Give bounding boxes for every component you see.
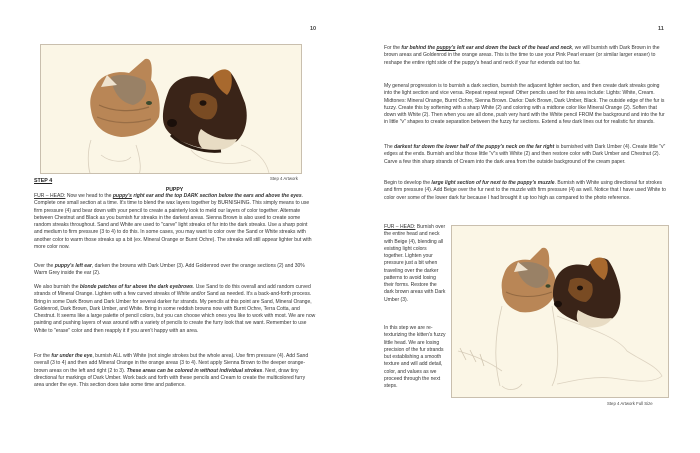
step4-artwork-image [40,44,302,174]
page-number: 11 [658,26,664,32]
text: We also burnish the [34,284,80,290]
page-11 [350,0,700,453]
text: . Burnish with White using directional fur strokes and firm pressure (4). Add Beige over the fur next to the muzzle with firm pressure (4) as well. Notice that I have used White to color over some of the lower dark fur because I had brought it up too high as compared to the photo reference. [384,180,666,201]
emphasis: right ear and the top DARK section below the ears and above the eyes [132,193,302,199]
text: My general progression is to burnish a dark section, burnish the adjacent lighter section, and then create dark streaks going into the light section and vice versa. Repeat repeat repeat! Other pencils used for this area include: Lights: White, Cream. Midtones: Mineral Orange, Burnt Ochre, Sienna Brown. Darks: Dark Brown, Dark Umber, Black. The outside edge of the fur is fuzzy. Create this by softening with a sharp White (2) and coloring with a midtone color like Mineral Orange (2). Soften that down with White (2). Then when you are all done, push very hard with the White pencil FROM the background and into the fur in little "v" shapes to create separation between the fuzzy fur sections. Extend a few dark lines out for realistic fur strands. [384,83,665,126]
paragraph-large-light-section [384,180,666,202]
text: . Use Sand to do this overall and add random curved strands of Mineral Orange. Lighten with a few curved streaks of White and/or Sand as needed. It's a back-and-forth process. Bring in some Dark Brown and Dark Umber for several darker fur strands. My pencils at this point are Sand, Mineral Orange, Goldenrod, Dark Brown, Dark Umber, and White. Bring in some reddish browns now with Burnt Ochre, Terra Cotta, and Chestnut. It seems like a large palette of pencil colors, but you can choose which ones you like to work with most. We are now painting and pushing layers of wax around with a variety of pencils to create the furry look that we want. Remember to use White to "erase" color and then reapply it if you aren't happy with an area. [34,284,316,334]
text: . Complete one small section at a time. It's time to blend the wax layers together by BURNISHING. This simply means to use firm pressure (4) and bear down with your pencil to create a painterly look to meld our layers of color together. Alternate between Chestnut and Black as you burnish fur streaks in the darkest areas. Sienna Brown is also used to create some random streaks throughout. Sand and White are used to "carve" light streaks of fur into the dark streaks. Use a sharp point and medium to firm pressure (3 to 4) to do this. In some cases, you may want to color over the Sand or White streaks with another color to warm those streaks up a bit (ex. Mineral Orange or Burnt Ochre). The streaks will still appear lighter but with more color now. [34,193,312,250]
page-number: 10 [310,26,317,32]
text: , burnish ALL with White (not single strokes but the whole area). Use firm pressure (4). Add Sand overall (3 to 4) and then add Mineral Orange in the orange areas (3 to 4). Next apply Sienna Brown to the deeper orange-brown areas on the left and right (2 to 3). [34,353,309,374]
paragraph-kitten-fur-head [384,224,446,304]
text: For the [34,353,52,359]
paragraph-left-ear [34,263,316,278]
emphasis: blonde patches of fur above the dark eyebrows [79,284,193,290]
emphasis: fur behind the [401,45,437,51]
emphasis: These areas can be colored in without individual strokes [126,367,263,374]
paragraph-fur-head [34,193,316,251]
text: Burnish over the entire head and neck with Beige (4), blending all existing light colors together. Lighten your pressure just a bit when traveling over the darker patterns to avoid losing their forms. Restore the dark brown areas with Dark Umber (3). [384,224,446,303]
step-heading: STEP 4 [34,178,53,184]
paragraph-general-progression [384,83,666,127]
text: Begin to develop the [384,180,432,186]
text: , darken the browns with Dark Umber (3). Add Goldenrod over the orange sections (2) and 30% Warm Grey inside the ear (2). [34,263,305,277]
paragraph-retexturizing [384,325,446,390]
text: For the [384,45,402,51]
emphasis: left ear and down the back of the head and neck [455,45,572,51]
kitten-puppy-full-illustration [452,226,669,398]
emphasis: large light section of fur next to the puppy's muzzle [431,180,555,186]
text: In this step we are re-texturizing the kitten's fuzzy little head. We are losing precision of the fur strands but establishing a smooth texture and will add detail, color, and values as we proceed through the next steps. [384,325,446,389]
text: , we will burnish with Dark Brown in the brown areas and Goldenrod in the orange areas. This is the time to use your Pink Pearl eraser (or similar larger eraser) to reshape the entire right side of the puppy's head and neck if your fur extends out too far. [384,45,660,66]
artwork-caption: Step 4 Artwork [270,176,298,181]
emphasis: puppy's [112,193,132,199]
kitten-puppy-illustration [41,45,302,174]
paragraph-fur-behind-ear [384,45,666,67]
paragraph-blonde-patches [34,284,316,335]
emphasis: fur under the eye [51,353,93,359]
paragraph-under-eye [34,353,316,389]
paragraph-darkest-fur [384,144,666,166]
emphasis: darkest fur down the lower half of the puppy's neck on the far right [394,144,555,150]
emphasis: puppy's [436,45,456,51]
text: The [384,144,395,150]
text: Now we head to the [65,193,113,199]
text: Over the [34,263,55,269]
step4-artwork-full-size-image [451,225,669,398]
lead-label: FUR – HEAD: [384,224,416,230]
lead-label: FUR – HEAD: [34,193,66,199]
section-heading-puppy: PUPPY [165,187,184,193]
artwork-full-size-caption: Step 4 Artwork Full Size [607,401,653,406]
emphasis: puppy's left ear [54,263,92,269]
text: . Next, draw tiny directional fur markings of Dark Umber. Work back and forth with these pencils and Cream to create the multicolored furry area under the eye. This section does take some time and patience. [34,367,306,388]
text: is burnished with Dark Umber (4). Create little "v" edges at the ends. Burnish and blur those little "v"s with White (2) and then restore color with Dark Umber and Chestnut (2). Carve a few thin sharp strands of Cream into the dark area from the outside background of the cream paper. [384,144,666,165]
